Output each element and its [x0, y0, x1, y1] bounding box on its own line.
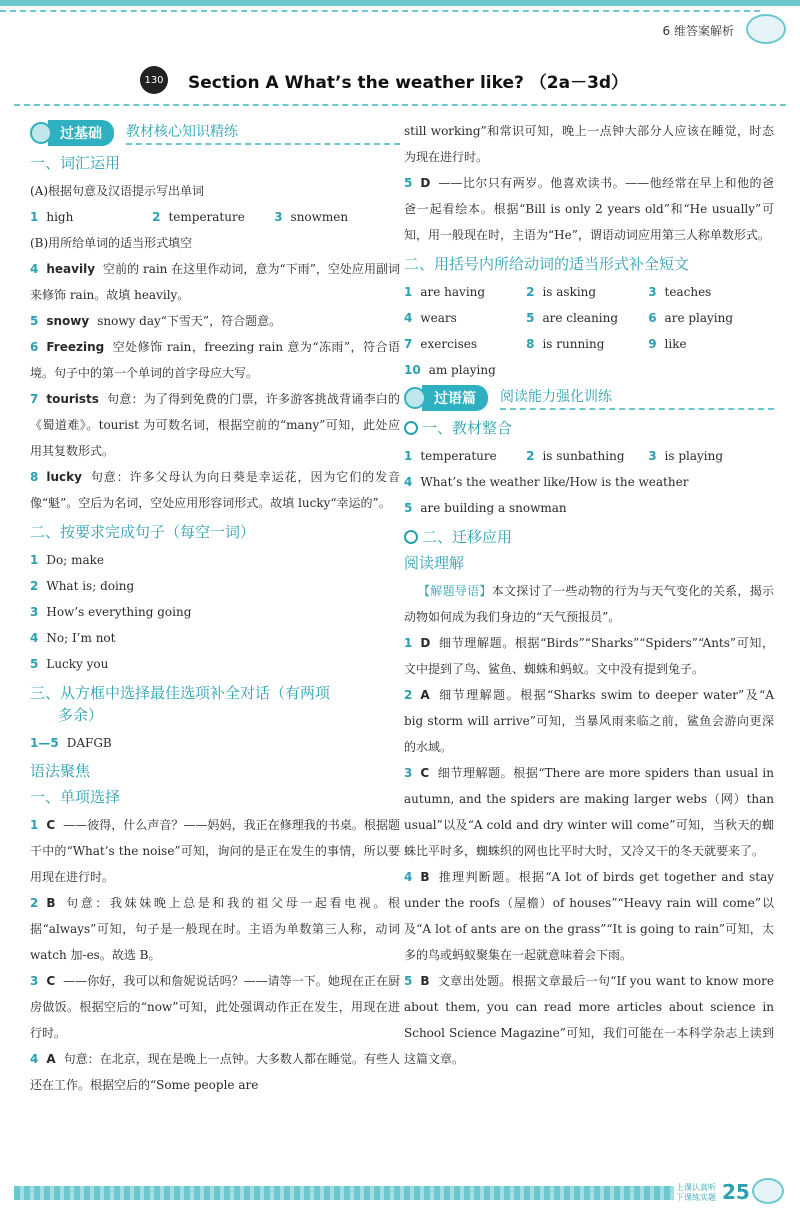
answer-item: 4 wears [404, 311, 457, 325]
banner-tag: 过基础 [48, 120, 114, 146]
answer-explanation: 4 B 推理判断题。根据“A lot of birds get together and stay under the roofs（屋檐）of houses”“Heavy rain will come”以及“A lot of ants are on the grass”“It is going to rain”可知，太多的鸟或蚂蚁聚集在一起就意味着会下雨。 [404, 870, 774, 962]
header-label: 6 维答案解析 [662, 24, 734, 38]
banner-subtitle: 阅读能力强化训练 [500, 386, 774, 410]
answer-explanation: 4 heavily 空前的 rain 在这里作动词，意为“下雨”，空处应用副词来修饰 rain。故填 heavily。 [30, 262, 400, 302]
answer-item: 6 are playing [648, 311, 734, 325]
answer-row [404, 279, 774, 305]
answer-item: 9 like [648, 337, 687, 351]
answer-item: 1 are having [404, 285, 486, 299]
answer-item: 2 is asking [526, 285, 597, 299]
answer-item: 5 are building a snowman [404, 501, 567, 515]
grammar-heading: 语法聚焦 [30, 762, 91, 780]
answer-explanation: 2 B 句意：我妹妹晚上总是和我的祖父母一起看电视。根据“always”可知，句子是一般现在时。主语为单数第三人称，动词 watch 加-es。故选 B。 [30, 896, 400, 962]
banner-basics [30, 120, 400, 146]
answer-explanation: 6 Freezing 空处修饰 rain，freezing rain 意为“冻雨”，符合语境。句子中的第一个单词的首字母应大写。 [30, 340, 400, 380]
answer-explanation: 1 D 细节理解题。根据“Birds”“Sharks”“Spiders”“Ants”可知，文中提到了鸟、鲨鱼、蜘蛛和蚂蚁。文中没有提到兔子。 [404, 636, 774, 676]
section-heading: 一、单项选择 [30, 788, 121, 806]
answer-item: 3 snowmen [274, 210, 349, 224]
section-heading: 一、词汇运用 [30, 154, 121, 172]
answer-explanation: 4 A 句意：在北京，现在是晚上一点钟。大多数人都在睡觉。有些人还在工作。根据空后的“Some people are [30, 1052, 400, 1092]
answer-item: 1 high [30, 210, 74, 224]
banner-mascot-icon [30, 122, 52, 144]
top-rule [0, 0, 800, 6]
answer-item: 7 exercises [404, 337, 478, 351]
section-title [140, 64, 660, 96]
answer-explanation: 5 snowy snowy day“下雪天”，符合题意。 [30, 314, 282, 328]
answer-row [30, 204, 400, 230]
answer-item: 3 How’s everything going [30, 605, 192, 619]
answer-explanation: 3 C 细节理解题。根据“There are more spiders than usual in autumn, and the spiders are making larger webs（网）than usual”以及“A cold and dry winter will come”可知，当秋天的蜘蛛比平时多，蜘蛛织的网也比平时大时，又冷又干的冬天就要来了。 [404, 766, 774, 858]
banner-subtitle: 教材核心知识精练 [126, 121, 400, 145]
right-column [404, 118, 774, 1072]
flower-icon [404, 421, 418, 435]
footer-slogan: 上课认真听 下课练实题 [676, 1183, 716, 1202]
answer-explanation: 7 tourists 句意：为了得到免费的门票，许多游客挑战背诵李白的《蜀道难》。tourist 为可数名词，根据空前的“many”可知，此处应用其复数形式。 [30, 392, 400, 458]
answer-explanation: 5 D ——比尔只有两岁。他喜欢读书。——他经常在早上和他的爸爸一起看绘本。根据“Bill is only 2 years old”和“He usually”可知，用一般现在时，主语为“He”，谓语动词应用第三人称单数形式。 [404, 176, 774, 242]
answer-explanation: 3 C ——你好，我可以和詹妮说话吗？——请等一下。她现在正在厨房做饭。根据空后的“now”可知，此处强调动作正在发生，用现在进行时。 [30, 974, 400, 1040]
banner-tag: 过语篇 [422, 385, 488, 411]
answer-item: 1 Do; make [30, 553, 104, 567]
top-dashed-line [0, 10, 760, 12]
sub-instruction: (B)用所给单词的适当形式填空 [30, 236, 193, 250]
answer-item: 2 is sunbathing [526, 449, 625, 463]
answer-explanation: 5 B 文章出处题。根据文章最后一句“If you want to know more about them, you can read more articles about science in School Science Magazine”可知，我们可能在一本科学杂志上读到这篇文章。 [404, 974, 774, 1066]
footer-bar [14, 1186, 674, 1200]
banner-mascot-icon [404, 387, 426, 409]
answer-row [404, 443, 774, 469]
mascot-icon [746, 14, 786, 44]
banner-reading [404, 385, 774, 411]
answer-item: 4 No; I’m not [30, 631, 116, 645]
answer-explanation: 1 C ——彼得，什么声音？——妈妈，我正在修理我的书桌。根据题干中的“What’s the noise”可知，询问的是正在发生的事情，所以要用现在进行时。 [30, 818, 400, 884]
answer-item: 3 teaches [648, 285, 712, 299]
title-text: Section A What’s the weather like? （2a－3d） [188, 72, 629, 93]
answer-item: 1—5 DAFGB [30, 736, 112, 750]
title-divider [14, 104, 786, 106]
section-heading: 一、教材整合 [404, 417, 774, 439]
answer-explanation: 8 lucky 句意：许多父母认为向日葵是幸运花，因为它们的发音像“魁”。空后为名词，空处应用形容词形式。故填 lucky“幸运的”。 [30, 470, 400, 510]
page-number: 25 [722, 1180, 750, 1204]
section-heading: 三、从方框中选择最佳选项补全对话（有两项 多余） [30, 684, 331, 724]
answer-item: 5 are cleaning [526, 311, 619, 325]
section-heading: 二、迁移应用 [404, 526, 774, 548]
sub-instruction: (A)根据句意及汉语提示写出单词 [30, 184, 205, 198]
title-badge-icon: 130 [140, 66, 168, 94]
answer-item: 1 temperature [404, 449, 497, 463]
section-heading: 二、按要求完成句子（每空一词） [30, 523, 256, 541]
reading-guide: 【解题导语】本文探讨了一些动物的行为与天气变化的关系，揭示动物如何成为我们身边的“天气预报员”。 [404, 584, 774, 624]
answer-item: 4 What’s the weather like/How is the weather [404, 475, 689, 489]
answer-row [404, 331, 774, 357]
answer-explanation: 2 A 细节理解题。根据“Sharks swim to deeper water”及“A big storm will arrive”可知，当暴风雨来临之前，鲨鱼会游向更深的水域。 [404, 688, 774, 754]
flower-icon [404, 530, 418, 544]
mascot-icon [752, 1178, 784, 1204]
section-heading: 二、用括号内所给动词的适当形式补全短文 [404, 255, 690, 273]
answer-item: 10 am playing [404, 363, 496, 377]
answer-explanation-continued: still working”和常识可知，晚上一点钟大部分人应该在睡觉，时态为现在进行时。 [404, 124, 774, 164]
answer-item: 2 What is; doing [30, 579, 135, 593]
answer-item: 8 is running [526, 337, 605, 351]
answer-row [404, 305, 774, 331]
reading-heading: 阅读理解 [404, 554, 465, 572]
left-column [30, 118, 400, 1098]
answer-item: 5 Lucky you [30, 657, 109, 671]
answer-item: 3 is playing [648, 449, 724, 463]
answer-item: 2 temperature [152, 210, 245, 224]
